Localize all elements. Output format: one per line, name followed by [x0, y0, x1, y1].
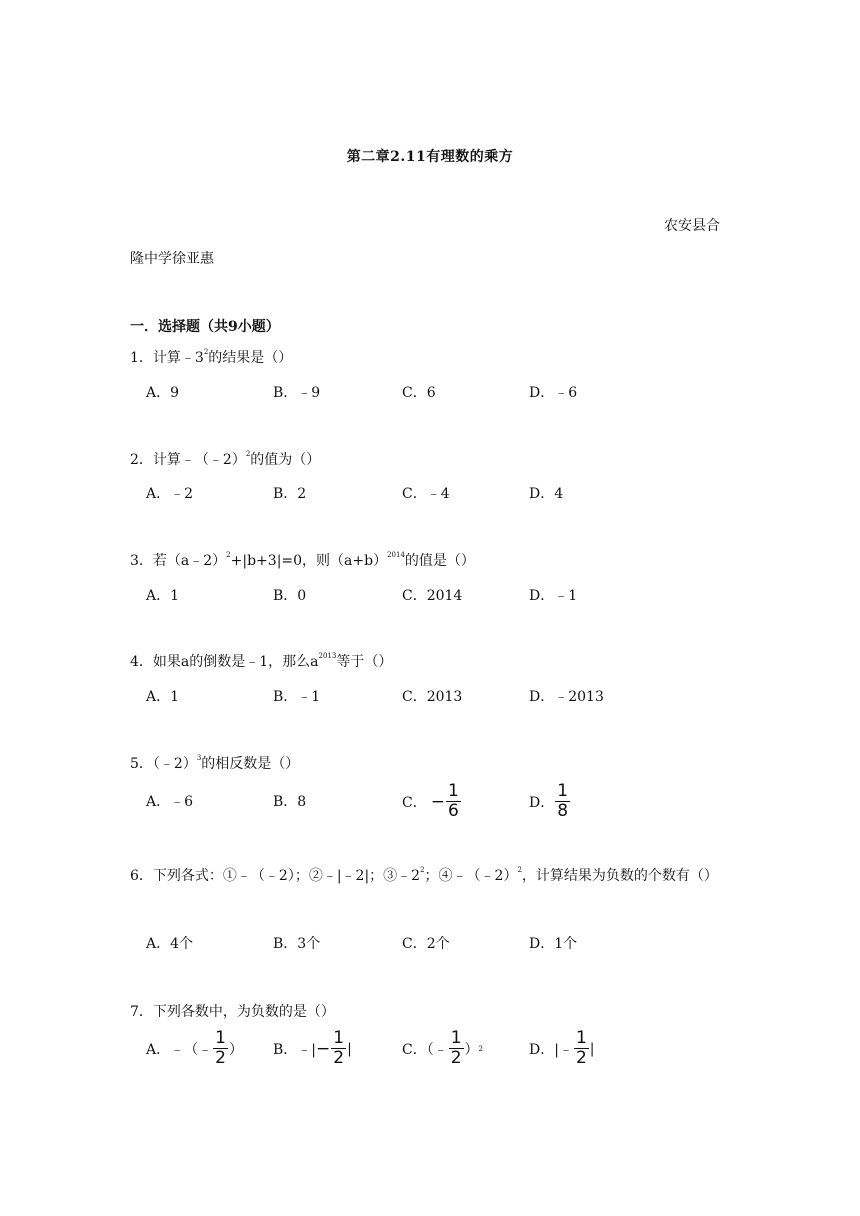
question-6-options [146, 933, 746, 969]
question-7-stem: 7．下列各数中，为负数的是（） [130, 1004, 335, 1020]
section-heading: 一．选择题（共9小题） [130, 319, 280, 335]
question-1-stem: 1．计算$﹣3^2$的结果是（） [130, 348, 293, 366]
question-1-option-b[interactable]: B．﹣9 [273, 385, 321, 401]
fraction: $\frac{1}{2}$ [575, 1028, 587, 1068]
question-7-option-b[interactable]: B．﹣| − $\frac{1}{2}$ | [273, 1028, 352, 1068]
question-1-option-d[interactable]: D．﹣6 [529, 385, 578, 401]
question-4-option-a[interactable]: A．1 [146, 689, 180, 705]
question-3-option-c[interactable]: C．2014 [402, 588, 463, 604]
question-7-option-c[interactable]: C．（﹣ $\frac{1}{2}$ ） 2 [402, 1028, 484, 1068]
question-4-option-c[interactable]: C．2013 [402, 689, 463, 705]
question-4-option-d[interactable]: D．﹣2013 [529, 689, 604, 705]
question-4-option-b[interactable]: B．﹣1 [273, 689, 321, 705]
question-6-option-b[interactable]: B．3个 [273, 936, 321, 952]
question-5-options [146, 783, 746, 823]
question-6-option-c[interactable]: C．2个 [402, 936, 450, 952]
question-5-option-c[interactable]: C． − $\frac{1}{6}$ [402, 781, 459, 821]
question-7-options [146, 1030, 746, 1070]
question-5-option-a[interactable]: A．﹣6 [146, 794, 194, 810]
author-line-2: 隆中学徐亚惠 [130, 251, 214, 267]
question-7-option-d[interactable]: D．|﹣ $\frac{1}{2}$ | [529, 1028, 595, 1068]
question-3-options [146, 585, 746, 621]
fraction: $\frac{1}{2}$ [333, 1028, 345, 1068]
fraction: $\frac{1}{2}$ [450, 1028, 462, 1068]
question-2-option-a[interactable]: A．﹣2 [146, 486, 194, 502]
page-title: 第二章2.11有理数的乘方 [346, 149, 514, 165]
question-2-option-c[interactable]: C．﹣4 [402, 486, 450, 502]
question-5-option-b[interactable]: B．8 [273, 794, 307, 810]
question-7-option-a[interactable]: A．﹣（﹣ $\frac{1}{2}$ ） [146, 1028, 243, 1068]
fraction: $\frac{1}{8}$ [557, 781, 569, 821]
question-3-option-d[interactable]: D．﹣1 [529, 588, 578, 604]
question-2-option-b[interactable]: B．2 [273, 486, 307, 502]
question-3-option-b[interactable]: B．0 [273, 588, 307, 604]
question-5-stem: 5．（﹣2）$^3$的相反数是（） [130, 754, 300, 772]
question-2-stem: 2．计算﹣（﹣2）$^2$的值为（） [130, 450, 321, 468]
question-6-option-d[interactable]: D．1个 [529, 936, 578, 952]
question-2-option-d[interactable]: D．4 [529, 486, 564, 502]
question-1-option-a[interactable]: A．9 [146, 385, 180, 401]
question-6-option-a[interactable]: A．4个 [146, 936, 194, 952]
question-4-options [146, 686, 746, 722]
fraction: $\frac{1}{6}$ [447, 781, 459, 821]
question-3-option-a[interactable]: A．1 [146, 588, 180, 604]
author-line-1: 农安县合 [664, 218, 720, 234]
question-1-options [146, 382, 746, 418]
question-5-option-d[interactable]: D． $\frac{1}{8}$ [529, 781, 569, 821]
question-4-stem: 4．如果a的倒数是﹣1，那么$a^{2013}$等于（） [130, 652, 393, 670]
question-3-stem: 3．若（a﹣2）$^2$+|b+3|=0，则$(a+b)^{2014}$的值是（） [130, 551, 475, 569]
question-6-stem: 6．下列各式：①﹣（﹣2）；②﹣|﹣2|；$③﹣2^2$；④﹣（﹣2）$^2$，计算结果为负数的个数有（） [130, 866, 718, 884]
question-1-option-c[interactable]: C．6 [402, 385, 436, 401]
question-2-options [146, 483, 746, 519]
fraction: $\frac{1}{2}$ [215, 1028, 226, 1068]
